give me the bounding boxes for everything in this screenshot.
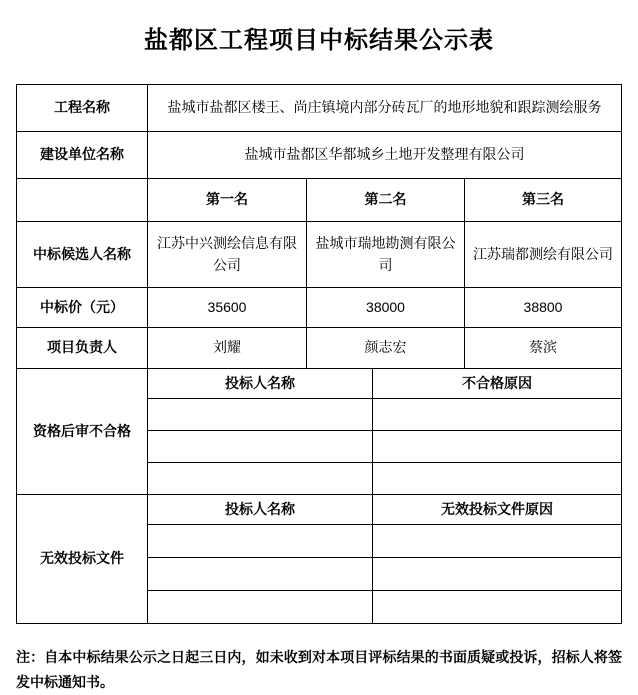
footnote: 注：自本中标结果公示之日起三日内，如未收到对本项目评标结果的书面质疑或投诉，招标人将签发中标通知书。 (16, 649, 622, 691)
unqualified-section-label: 资格后审不合格 (17, 369, 148, 495)
owner-label: 建设单位名称 (17, 132, 148, 179)
candidate-1: 江苏中兴测绘信息有限公司 (148, 222, 307, 288)
project-name-value: 盐城市盐都区楼王、尚庄镇境内部分砖瓦厂的地形地貌和跟踪测绘服务 (148, 85, 622, 132)
rank-1-header: 第一名 (148, 179, 307, 222)
invalid-reason-cell (373, 525, 622, 558)
rank-3-header: 第三名 (465, 179, 622, 222)
unqualified-bidder-header: 投标人名称 (148, 369, 373, 399)
owner-value: 盐城市盐都区华都城乡土地开发整理有限公司 (148, 132, 622, 179)
invalid-reason-cell (373, 591, 622, 624)
unqualified-reason-cell (373, 463, 622, 495)
unqualified-reason-header: 不合格原因 (373, 369, 622, 399)
manager-3: 蔡滨 (465, 328, 622, 369)
invalid-bidder-cell (148, 558, 373, 591)
manager-row (17, 328, 622, 369)
unqualified-bidder-cell (148, 431, 373, 463)
invalid-reason-header: 无效投标文件原因 (373, 495, 622, 525)
manager-1: 刘耀 (148, 328, 307, 369)
invalid-bidder-cell (148, 591, 373, 624)
candidate-3: 江苏瑞都测绘有限公司 (465, 222, 622, 288)
price-label: 中标价（元） (17, 288, 148, 328)
rank-header-row (17, 179, 622, 222)
invalid-header-row (17, 495, 622, 525)
price-1: 35600 (148, 288, 307, 328)
unqualified-header-row (17, 369, 622, 399)
candidates-label: 中标候选人名称 (17, 222, 148, 288)
manager-2: 颜志宏 (307, 328, 465, 369)
unqualified-bidder-cell (148, 399, 373, 431)
price-2: 38000 (307, 288, 465, 328)
manager-label: 项目负责人 (17, 328, 148, 369)
owner-row (17, 132, 622, 179)
unqualified-bidder-cell (148, 463, 373, 495)
price-row (17, 288, 622, 328)
project-name-label: 工程名称 (17, 85, 148, 132)
unqualified-reason-cell (373, 431, 622, 463)
invalid-bidder-header: 投标人名称 (148, 495, 373, 525)
unqualified-reason-cell (373, 399, 622, 431)
price-3: 38800 (465, 288, 622, 328)
candidates-row (17, 222, 622, 288)
invalid-reason-cell (373, 558, 622, 591)
page-title: 盐都区工程项目中标结果公示表 (144, 27, 494, 54)
bid-result-table (16, 84, 622, 624)
project-name-row (17, 85, 622, 132)
invalid-bidder-cell (148, 525, 373, 558)
rank-header-empty-cell (17, 179, 148, 222)
rank-2-header: 第二名 (307, 179, 465, 222)
invalid-section-label: 无效投标文件 (17, 495, 148, 624)
candidate-2: 盐城市瑞地勘测有限公司 (307, 222, 465, 288)
